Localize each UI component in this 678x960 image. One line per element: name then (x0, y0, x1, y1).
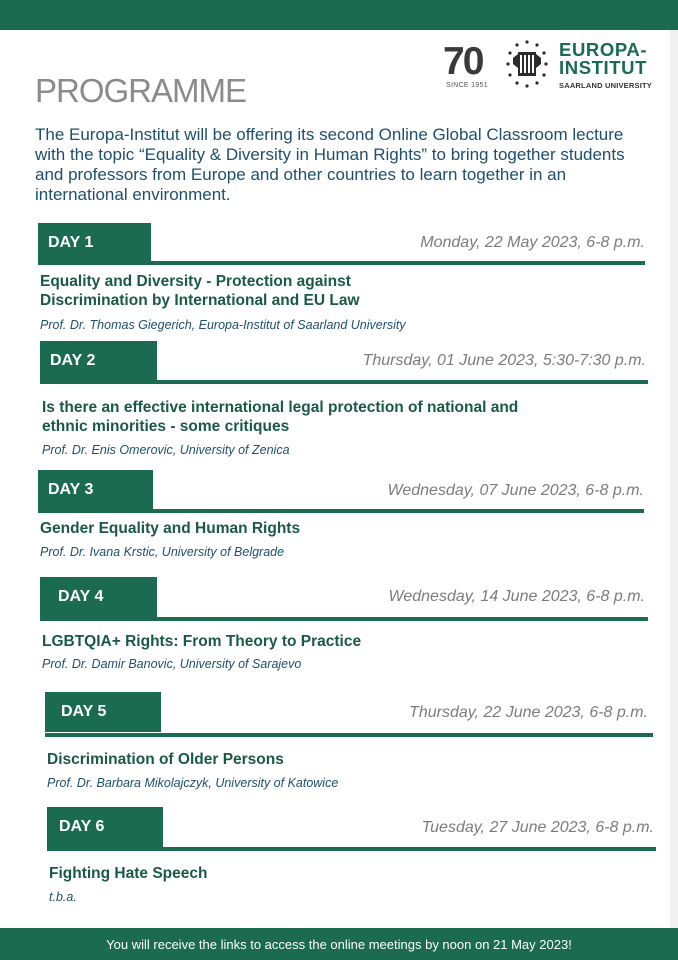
logo-university: SAARLAND UNIVERSITY (559, 81, 652, 90)
day-2-date: Thursday, 01 June 2023, 5:30-7:30 p.m. (362, 352, 646, 369)
europa-institut-logo (443, 38, 658, 98)
day-6-lecture-title (49, 864, 207, 883)
day-1-tab: DAY 1 (38, 223, 151, 263)
logo-name-line1: EUROPA- (559, 39, 648, 60)
day-5-date: Thursday, 22 June 2023, 6-8 p.m. (409, 704, 648, 721)
day-6-speaker: t.b.a. (49, 890, 77, 904)
page-title: PROGRAMME (35, 72, 247, 109)
logo-name (559, 41, 647, 77)
day-2-title-line1: Is there an effective international legal protection of national and (42, 399, 519, 416)
day-5-lecture-title (47, 750, 284, 769)
day-2-title-line2: ethnic minorities - some critiques (42, 418, 290, 435)
intro-paragraph: The Europa-Institut will be offering its second Online Global Classroom lecture with the topic “Equality & Diversity in Human Rights” to bring together students and professors from Europe and other countries to learn together in an international environment. (35, 125, 625, 204)
day-2-rule (40, 380, 648, 384)
footer-note: You will receive the links to access the online meetings by noon on 21 May 2023! (106, 936, 572, 952)
top-band (0, 0, 678, 30)
day-4-title-line1: LGBTQIA+ Rights: From Theory to Practice (42, 633, 362, 650)
day-3-title-line1: Gender Equality and Human Rights (40, 520, 301, 537)
day-3-rule (38, 509, 644, 513)
day-2-tab: DAY 2 (40, 341, 157, 381)
day-1-title-line1: Equality and Diversity - Protection against (40, 273, 351, 290)
day-3-speaker: Prof. Dr. Ivana Krstic, University of Belgrade (40, 545, 285, 559)
day-1-title-line2: Discrimination by International and EU Law (40, 292, 360, 309)
footer-band (0, 928, 678, 960)
logo-since: SINCE 1951 (446, 82, 488, 89)
day-4-date: Wednesday, 14 June 2023, 6-8 p.m. (388, 588, 645, 605)
logo-anniversary-number: 70 (443, 40, 483, 83)
day-4-lecture-title (42, 632, 361, 651)
day-4-tab: DAY 4 (40, 577, 157, 617)
day-3-tab: DAY 3 (38, 470, 153, 510)
day-5-rule (45, 733, 653, 737)
day-2-speaker: Prof. Dr. Enis Omerovic, University of Zenica (42, 443, 290, 457)
logo-name-line2: INSTITUT (559, 57, 648, 78)
day-4-rule (40, 617, 648, 621)
day-3-date: Wednesday, 07 June 2023, 6-8 p.m. (387, 482, 644, 499)
day-6-rule (47, 847, 656, 851)
day-3-lecture-title (40, 519, 300, 538)
day-1-date: Monday, 22 May 2023, 6-8 p.m. (420, 234, 645, 251)
day-1-rule (38, 261, 645, 265)
day-2-lecture-title (42, 398, 518, 436)
day-1-lecture-title (40, 272, 360, 310)
day-6-date: Tuesday, 27 June 2023, 6-8 p.m. (421, 819, 654, 836)
day-5-speaker: Prof. Dr. Barbara Mikolajczyk, University of Katowice (47, 776, 339, 790)
day-6-title-line1: Fighting Hate Speech (49, 865, 208, 882)
day-5-title-line1: Discrimination of Older Persons (47, 751, 284, 768)
day-6-tab: DAY 6 (47, 807, 163, 847)
page-edge (670, 30, 678, 928)
day-5-tab: DAY 5 (45, 692, 161, 732)
day-4-speaker: Prof. Dr. Damir Banovic, University of Sarajevo (42, 657, 302, 671)
eagle-emblem-icon (501, 38, 553, 94)
day-1-speaker: Prof. Dr. Thomas Giegerich, Europa-Institut of Saarland University (40, 318, 406, 332)
